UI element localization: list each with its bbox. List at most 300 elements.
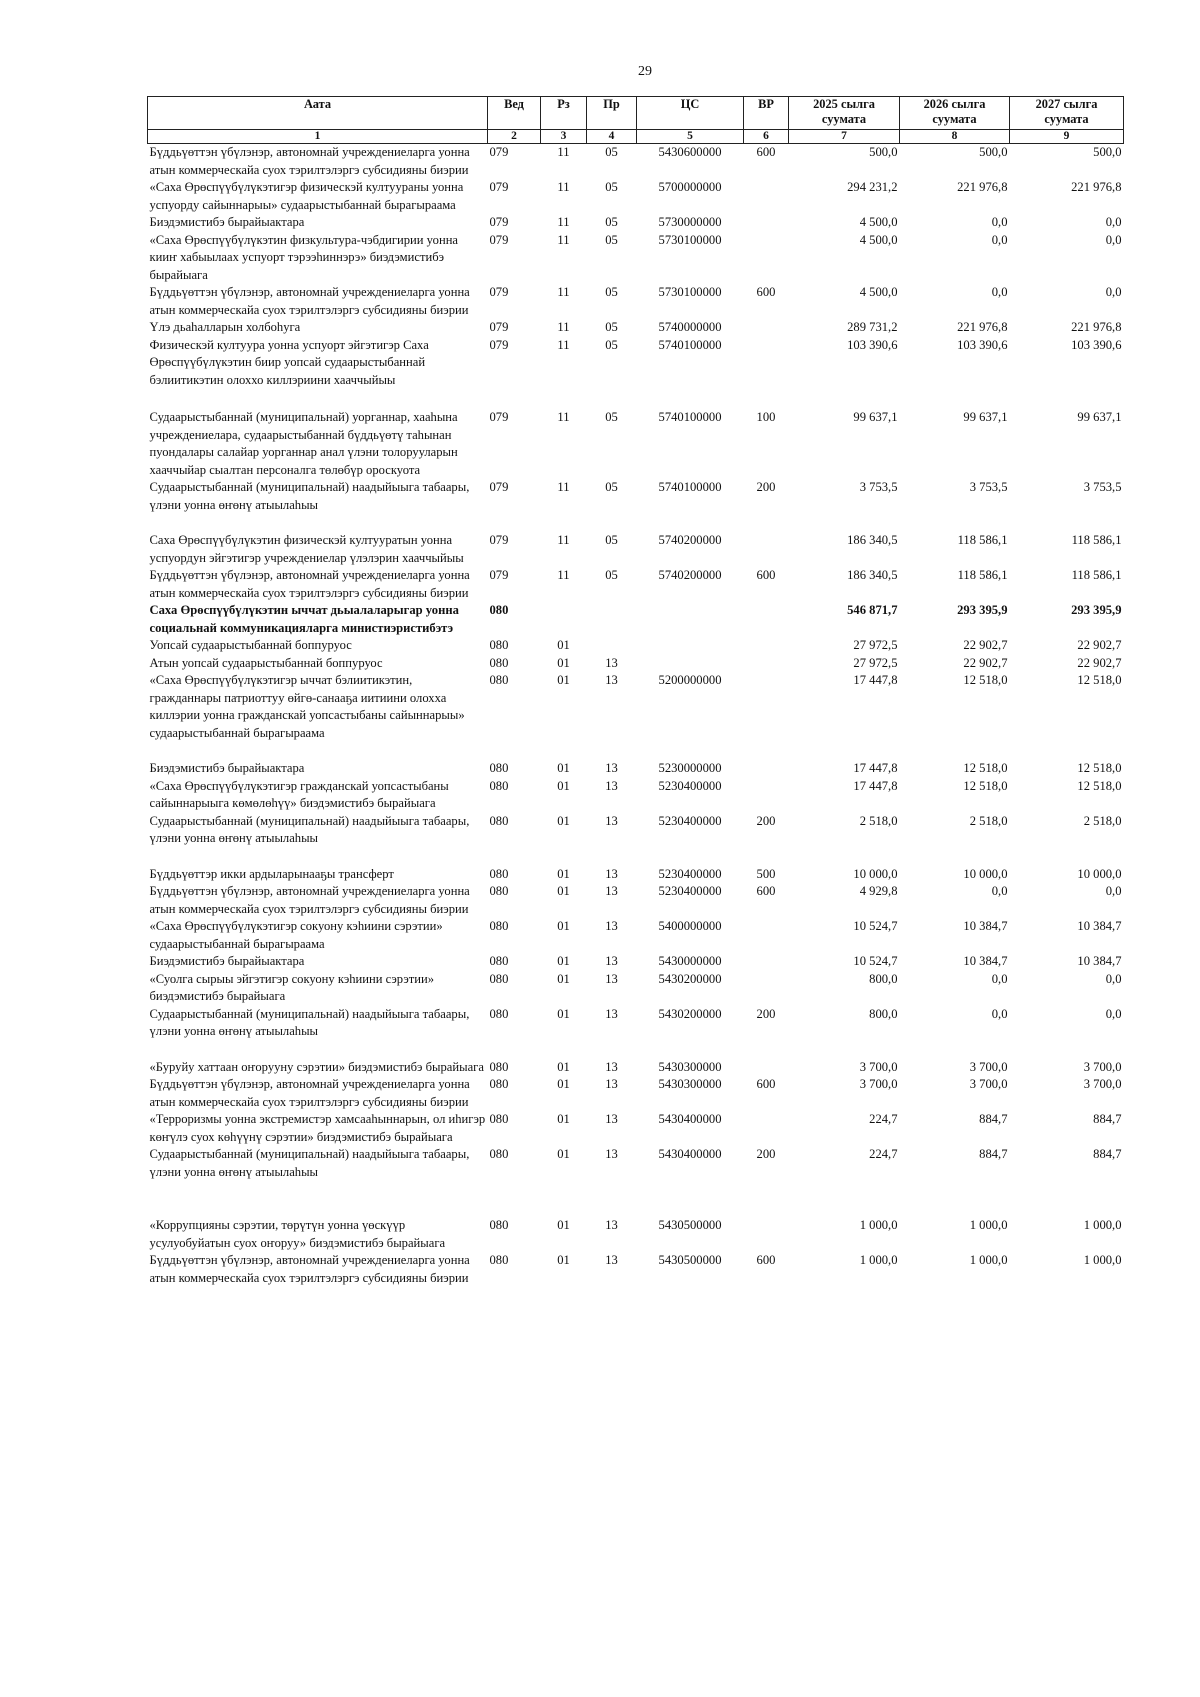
row-amount-2025: 103 390,6: [847, 337, 898, 352]
row-name: Физическэй култуура уонна успуорт эйгэтигэр Саха Өрөспүүбүлүкэтин биир уопсай судаарыстыбаннай бэлиитикэтин олоххо киллэриини хааччыйыы: [149, 337, 429, 387]
row-amount-2025: 500,0: [869, 145, 898, 159]
row-amount-2027: 3 753,5: [1083, 480, 1122, 494]
row-amount-2025: 3 700,0: [859, 1077, 898, 1091]
row-name: «Саха Өрөспүүбүлүкэтигэр сокуону кэһиини сэрэтии» судаарыстыбаннай бырагыраама: [149, 919, 443, 951]
row-name: Саха Өрөспүүбүлүкэтин физическэй култууратын уонна успуордун эйгэтигэр учреждениелар үлэлэрин хааччыйыы: [149, 533, 464, 565]
row-cs: 5740000000: [658, 320, 722, 334]
row-rz: 11: [557, 285, 570, 299]
row-ved: 079: [489, 215, 509, 229]
table-row: [148, 144, 1124, 180]
row-amount-2026: 221 976,8: [957, 180, 1008, 194]
row-rz: 01: [557, 1253, 570, 1267]
row-vr: 600: [756, 1077, 776, 1091]
table-row: [148, 1059, 1124, 1077]
table-row: [148, 567, 1124, 602]
row-amount-2026: 10 384,7: [963, 919, 1008, 933]
table-row: [148, 883, 1124, 918]
row-amount-2026: 0,0: [991, 215, 1008, 229]
row-rz: 01: [557, 884, 570, 898]
header-number-row: [148, 130, 1124, 144]
row-amount-2027: 884,7: [1093, 1112, 1122, 1126]
row-cs: 5430500000: [658, 1253, 722, 1267]
row-amount-2025: 4 500,0: [859, 232, 898, 247]
row-cs: 5730100000: [658, 285, 722, 299]
table-row: [148, 918, 1124, 953]
row-vr: [744, 672, 789, 760]
row-vr: 200: [756, 480, 776, 494]
row-name: Бүддьүөттэн үбүлэнэр, автономнай учреждениеларга уонна атын коммерческайа суох тэрилтэлэргэ субсидияны биэрии: [149, 568, 470, 600]
row-amount-2027: 0,0: [1105, 884, 1122, 898]
row-vr: [744, 1217, 789, 1252]
row-amount-2025: 3 753,5: [859, 480, 898, 494]
header-2025: 2025 сылга суумата: [789, 97, 900, 130]
row-rz: 11: [557, 320, 570, 334]
row-name: «Саха Өрөспүүбүлүкэтигэр физическэй култуураны уонна успуорду сайыннарыы» судаарыстыбаннай бырагыраама: [149, 180, 464, 212]
row-cs: 5740100000: [658, 337, 722, 352]
row-vr: [744, 1059, 789, 1077]
row-amount-2025: 1 000,0: [859, 1218, 898, 1232]
row-ved: 080: [489, 1059, 509, 1074]
row-amount-2027: 0,0: [1105, 232, 1122, 247]
row-vr: 600: [756, 1253, 776, 1267]
row-ved: 080: [489, 954, 509, 968]
row-vr: [744, 655, 789, 673]
row-cs: 5200000000: [658, 673, 722, 687]
row-amount-2026: 22 902,7: [963, 638, 1008, 652]
table-row: [148, 1076, 1124, 1111]
row-ved: 080: [489, 761, 509, 775]
row-amount-2026: 3 700,0: [969, 1077, 1008, 1091]
row-name: Судаарыстыбаннай (муниципальнай) наадыйыыга табаары, үлэни уонна өҥөнү атыылаһыы: [149, 813, 470, 845]
row-ved: 080: [489, 1218, 509, 1232]
row-ved: 080: [489, 603, 509, 617]
row-amount-2026: 0,0: [991, 232, 1008, 247]
row-rz: 01: [557, 954, 570, 968]
table-row: [148, 232, 1124, 285]
row-amount-2025: 224,7: [869, 1112, 898, 1126]
row-vr: 600: [756, 145, 776, 159]
row-amount-2025: 4 500,0: [859, 215, 898, 229]
row-ved: 080: [489, 1147, 509, 1161]
row-name: Уопсай судаарыстыбаннай боппуруос: [149, 638, 352, 652]
header-row: [148, 97, 1124, 130]
col-number: 6: [744, 130, 789, 144]
row-cs: 5430300000: [658, 1059, 722, 1074]
table-row: [148, 672, 1124, 760]
row-amount-2025: 4 929,8: [859, 884, 898, 898]
budget-table: [147, 96, 1124, 1287]
row-vr: 200: [756, 813, 776, 828]
row-rz: 01: [557, 971, 570, 986]
row-cs: 5740100000: [658, 410, 722, 424]
row-pr: 13: [605, 673, 618, 687]
table-row: [148, 214, 1124, 232]
table-row: [148, 866, 1124, 884]
row-vr: [744, 532, 789, 567]
row-amount-2026: 3 753,5: [969, 480, 1008, 494]
row-ved: 080: [489, 673, 509, 687]
row-amount-2026: 10 384,7: [963, 954, 1008, 968]
row-cs: 5430000000: [658, 954, 722, 968]
table-row: [148, 778, 1124, 813]
row-amount-2027: 884,7: [1093, 1147, 1122, 1161]
col-number: 5: [637, 130, 744, 144]
col-number: 8: [900, 130, 1010, 144]
row-pr: 13: [605, 1218, 618, 1232]
col-number: 9: [1010, 130, 1124, 144]
row-amount-2026: 0,0: [991, 1006, 1008, 1021]
row-amount-2026: 1 000,0: [969, 1218, 1008, 1232]
row-vr: 600: [756, 285, 776, 299]
row-amount-2026: 3 700,0: [969, 1059, 1008, 1074]
row-cs: 5430600000: [658, 145, 722, 159]
row-pr: [587, 637, 637, 655]
row-vr: [744, 319, 789, 337]
row-amount-2025: 17 447,8: [853, 673, 898, 687]
header-ved: Вед: [488, 97, 541, 130]
row-amount-2025: 99 637,1: [853, 410, 898, 424]
row-rz: 01: [557, 638, 570, 652]
row-amount-2026: 500,0: [979, 145, 1008, 159]
row-vr: [744, 1111, 789, 1146]
row-amount-2026: 22 902,7: [963, 655, 1008, 670]
row-pr: 13: [605, 919, 618, 933]
col-number: 1: [148, 130, 488, 144]
row-amount-2027: 103 390,6: [1071, 337, 1122, 352]
row-cs: 5230400000: [658, 884, 722, 898]
row-pr: 05: [605, 533, 618, 547]
row-vr: [744, 918, 789, 953]
row-pr: 05: [605, 410, 618, 424]
row-amount-2025: 1 000,0: [859, 1253, 898, 1267]
row-vr: [744, 760, 789, 778]
row-rz: 11: [557, 180, 570, 194]
row-amount-2027: 0,0: [1105, 215, 1122, 229]
row-ved: 079: [489, 320, 509, 334]
row-amount-2026: 0,0: [991, 884, 1008, 898]
row-cs: 5400000000: [658, 919, 722, 933]
row-vr: 200: [756, 1006, 776, 1021]
row-pr: 05: [605, 215, 618, 229]
row-ved: 080: [489, 1077, 509, 1091]
row-ved: 080: [489, 638, 509, 652]
row-amount-2026: 12 518,0: [963, 778, 1008, 793]
row-pr: 05: [605, 320, 618, 334]
row-amount-2027: 1 000,0: [1083, 1253, 1122, 1267]
row-amount-2025: 2 518,0: [859, 813, 898, 828]
header-rz: Рз: [541, 97, 587, 130]
row-name: Бүддьүөттэн үбүлэнэр, автономнай учреждениеларга уонна атын коммерческайа суох тэрилтэлэргэ субсидияны биэрии: [149, 1077, 470, 1109]
row-name: Судаарыстыбаннай (муниципальнай) наадыйыыга табаары, үлэни уонна өҥөнү атыылаһыы: [149, 1006, 470, 1038]
row-pr: 13: [605, 761, 618, 775]
row-amount-2027: 3 700,0: [1083, 1077, 1122, 1091]
row-name: Судаарыстыбаннай (муниципальнай) уорганнар, хааһына учреждениелара, судаарыстыбаннай бүддьүөтү таһынан пуондалары салайар уорганнар анал үлэни толорууларын хааччыйар сыалтан персоналга төлөбүр ороскуота: [149, 410, 458, 477]
table-row: [148, 1252, 1124, 1287]
table-row: [148, 479, 1124, 532]
row-name: Атын уопсай судаарыстыбаннай боппуруос: [149, 655, 383, 670]
row-cs: 5740200000: [658, 568, 722, 582]
row-pr: 05: [605, 232, 618, 247]
table-row: [148, 1111, 1124, 1146]
row-cs: 5430300000: [658, 1077, 722, 1091]
row-ved: 080: [489, 971, 509, 986]
row-amount-2025: 10 524,7: [853, 954, 898, 968]
row-amount-2026: 118 586,1: [957, 568, 1008, 582]
row-vr: 100: [756, 410, 776, 424]
row-pr: 13: [605, 971, 618, 986]
row-rz: 01: [557, 813, 570, 828]
row-name: Бүддьүөттэн үбүлэнэр, автономнай учреждениеларга уонна атын коммерческайа суох тэрилтэлэргэ субсидияны биэрии: [149, 145, 470, 177]
row-vr: [744, 778, 789, 813]
row-rz: 01: [557, 1006, 570, 1021]
row-amount-2026: 884,7: [979, 1112, 1008, 1126]
row-ved: 080: [489, 919, 509, 933]
row-pr: 13: [605, 884, 618, 898]
row-name: Бүддьүөттэн үбүлэнэр, автономнай учреждениеларга уонна атын коммерческайа суох тэрилтэлэргэ субсидияны биэрии: [149, 884, 470, 916]
row-amount-2026: 10 000,0: [963, 866, 1008, 881]
row-ved: 079: [489, 180, 509, 194]
row-amount-2025: 17 447,8: [853, 761, 898, 775]
row-amount-2027: 500,0: [1093, 145, 1122, 159]
row-name: «Саха Өрөспүүбүлүкэтигэр гражданскай уопсастыбаны сайыннарыыга көмөлөһүү» биэдэмистибэ бырайыага: [149, 778, 449, 810]
row-pr: 13: [605, 655, 618, 670]
row-pr: 13: [605, 1253, 618, 1267]
table-row: [148, 1217, 1124, 1252]
row-vr: 200: [756, 1147, 776, 1161]
row-rz: 11: [557, 533, 570, 547]
row-vr: [744, 602, 789, 637]
table-row: [148, 637, 1124, 655]
row-cs: 5740100000: [658, 480, 722, 494]
row-amount-2025: 294 231,2: [847, 180, 898, 194]
row-ved: 080: [489, 1112, 509, 1126]
row-amount-2027: 22 902,7: [1077, 638, 1122, 652]
row-ved: 080: [489, 778, 509, 793]
row-name: Саха Өрөспүүбүлүкэтин ыччат дьыалаларыгар уонна социальнай коммуникацияларга министиэристибэтэ: [149, 603, 459, 635]
row-amount-2025: 10 000,0: [853, 866, 898, 881]
row-cs: 5430500000: [658, 1218, 722, 1232]
row-amount-2027: 10 000,0: [1077, 866, 1122, 881]
col-number: 2: [488, 130, 541, 144]
row-amount-2027: 118 586,1: [1071, 568, 1122, 582]
row-pr: 13: [605, 1006, 618, 1021]
row-name: «Терроризмы уонна экстремистэр хамсааһыннарын, ол иһигэр көҥүлэ суох көһүүнү сэрэтии» биэдэмистибэ бырайыага: [149, 1112, 486, 1144]
row-vr: [744, 953, 789, 971]
row-amount-2025: 289 731,2: [847, 320, 898, 334]
row-name: Бүддьүөттэн үбүлэнэр, автономнай учреждениеларга уонна атын коммерческайа суох тэрилтэлэргэ субсидияны биэрии: [149, 1253, 470, 1285]
row-ved: 079: [489, 533, 509, 547]
row-rz: 01: [557, 919, 570, 933]
row-pr: 13: [605, 1077, 618, 1091]
row-amount-2027: 10 384,7: [1077, 919, 1122, 933]
row-name: Судаарыстыбаннай (муниципальнай) наадыйыыга табаары, үлэни уонна өҥөнү атыылаһыы: [149, 1147, 470, 1179]
row-vr: [744, 337, 789, 410]
row-ved: 080: [489, 1006, 509, 1021]
header-2026: 2026 сылга суумата: [900, 97, 1010, 130]
table-row: [148, 532, 1124, 567]
row-vr: [744, 637, 789, 655]
row-rz: 11: [557, 232, 570, 247]
col-number: 7: [789, 130, 900, 144]
row-rz: 01: [557, 866, 570, 881]
row-rz: 11: [557, 145, 570, 159]
table-row: [148, 971, 1124, 1006]
row-rz: 11: [557, 410, 570, 424]
row-pr: 05: [605, 480, 618, 494]
header-name: Аата: [148, 97, 488, 130]
row-name: Биэдэмистибэ бырайыактара: [149, 215, 305, 229]
row-amount-2027: 221 976,8: [1071, 320, 1122, 334]
row-amount-2026: 0,0: [991, 285, 1008, 299]
row-name: Үлэ дьаһалларын холбоһуга: [149, 320, 301, 334]
row-amount-2026: 884,7: [979, 1147, 1008, 1161]
row-amount-2026: 0,0: [991, 971, 1008, 986]
row-vr: [744, 971, 789, 1006]
row-rz: 01: [557, 655, 570, 670]
table-row: [148, 284, 1124, 319]
row-name: «Суолга сырыы эйгэтигэр сокуону кэһиини сэрэтии» биэдэмистибэ бырайыага: [149, 971, 435, 1003]
row-amount-2025: 10 524,7: [853, 919, 898, 933]
row-rz: 01: [557, 1077, 570, 1091]
row-rz: 01: [557, 1147, 570, 1161]
table-row: [148, 655, 1124, 673]
row-amount-2026: 221 976,8: [957, 320, 1008, 334]
row-name: «Саха Өрөспүүбүлүкэтин физкультура-чэбдигирии уонна кииҥ хабыылаах успуорт тэрээһиннэрэ» биэдэмистибэ бырайыага: [149, 232, 459, 282]
row-cs: 5430200000: [658, 971, 722, 986]
row-amount-2027: 12 518,0: [1077, 673, 1122, 687]
row-rz: 11: [557, 337, 570, 352]
row-name: Биэдэмистибэ бырайыактара: [149, 761, 305, 775]
row-amount-2027: 12 518,0: [1077, 778, 1122, 793]
row-amount-2027: 118 586,1: [1071, 533, 1122, 547]
row-pr: 13: [605, 1059, 618, 1074]
table-row: [148, 760, 1124, 778]
row-vr: [744, 214, 789, 232]
row-amount-2027: 2 518,0: [1083, 813, 1122, 828]
row-pr: 05: [605, 337, 618, 352]
header-pr: Пр: [587, 97, 637, 130]
row-rz: 01: [557, 761, 570, 775]
row-amount-2027: 10 384,7: [1077, 954, 1122, 968]
row-amount-2025: 27 972,5: [853, 655, 898, 670]
table-row: [148, 953, 1124, 971]
row-ved: 079: [489, 568, 509, 582]
row-rz: 11: [557, 480, 570, 494]
row-pr: 13: [605, 1112, 618, 1126]
row-cs: 5230400000: [658, 866, 722, 881]
row-cs: 5230400000: [658, 778, 722, 793]
row-amount-2027: 221 976,8: [1071, 180, 1122, 194]
row-ved: 079: [489, 232, 509, 247]
row-ved: 079: [489, 337, 509, 352]
row-ved: 080: [489, 1253, 509, 1267]
row-pr: 05: [605, 568, 618, 582]
row-name: Бүддьүөттэр икки ардыларынааҕы трансферт: [149, 866, 394, 881]
row-cs: 5430400000: [658, 1112, 722, 1126]
row-amount-2025: 186 340,5: [847, 568, 898, 582]
row-ved: 080: [489, 813, 509, 828]
row-amount-2026: 99 637,1: [963, 410, 1008, 424]
row-name: «Буруйу хаттаан оҥорууну сэрэтии» биэдэмистибэ бырайыага: [149, 1059, 484, 1074]
row-ved: 080: [489, 866, 509, 881]
row-amount-2025: 4 500,0: [859, 285, 898, 299]
row-cs: 5430200000: [658, 1006, 722, 1021]
row-amount-2026: 1 000,0: [969, 1253, 1008, 1267]
table-row: [148, 1146, 1124, 1217]
row-pr: 13: [605, 813, 618, 828]
row-amount-2026: 12 518,0: [963, 673, 1008, 687]
row-amount-2025: 186 340,5: [847, 533, 898, 547]
header-vr: ВР: [744, 97, 789, 130]
row-vr: [744, 232, 789, 285]
row-amount-2027: 12 518,0: [1077, 761, 1122, 775]
row-name: Бүддьүөттэн үбүлэнэр, автономнай учреждениеларга уонна атын коммерческайа суох тэрилтэлэргэ субсидияны биэрии: [149, 285, 470, 317]
header-cs: ЦС: [637, 97, 744, 130]
header-2027: 2027 сылга суумата: [1010, 97, 1124, 130]
row-amount-2025: 546 871,7: [847, 603, 898, 617]
row-cs: 5230000000: [658, 761, 722, 775]
row-rz: 01: [557, 673, 570, 687]
row-ved: 079: [489, 410, 509, 424]
row-pr: 13: [605, 866, 618, 881]
row-amount-2027: 293 395,9: [1071, 603, 1122, 617]
row-rz: 01: [557, 1218, 570, 1232]
row-pr: 13: [605, 778, 618, 793]
row-cs: [637, 602, 744, 637]
row-cs: 5430400000: [658, 1147, 722, 1161]
row-pr: [587, 602, 637, 637]
row-cs: 5730000000: [658, 215, 722, 229]
row-amount-2027: 1 000,0: [1083, 1218, 1122, 1232]
row-amount-2026: 293 395,9: [957, 603, 1008, 617]
row-amount-2027: 0,0: [1105, 1006, 1122, 1021]
row-rz: 01: [557, 778, 570, 793]
row-amount-2027: 0,0: [1105, 971, 1122, 986]
row-pr: 05: [605, 285, 618, 299]
row-cs: 5730100000: [658, 232, 722, 247]
row-amount-2025: 27 972,5: [853, 638, 898, 652]
row-cs: 5230400000: [658, 813, 722, 828]
row-vr: 600: [756, 568, 776, 582]
row-amount-2026: 103 390,6: [957, 337, 1008, 352]
table-row: [148, 602, 1124, 637]
table-row: [148, 813, 1124, 866]
row-rz: 11: [557, 568, 570, 582]
row-ved: 079: [489, 145, 509, 159]
table-row: [148, 179, 1124, 214]
row-ved: 079: [489, 285, 509, 299]
row-amount-2025: 800,0: [869, 1006, 898, 1021]
row-pr: 13: [605, 1147, 618, 1161]
row-vr: 500: [756, 866, 776, 881]
row-cs: 5740200000: [658, 533, 722, 547]
table-row: [148, 1006, 1124, 1059]
table-row: [148, 319, 1124, 337]
row-amount-2027: 3 700,0: [1083, 1059, 1122, 1074]
row-amount-2027: 99 637,1: [1077, 410, 1122, 424]
row-amount-2025: 800,0: [869, 971, 898, 986]
col-number: 3: [541, 130, 587, 144]
row-rz: 01: [557, 1059, 570, 1074]
row-amount-2027: 0,0: [1105, 285, 1122, 299]
row-amount-2026: 118 586,1: [957, 533, 1008, 547]
page-number: 29: [638, 64, 652, 79]
row-amount-2027: 22 902,7: [1077, 655, 1122, 670]
row-ved: 080: [489, 655, 509, 670]
table-row: [148, 337, 1124, 410]
row-name: «Саха Өрөспүүбүлүкэтигэр ыччат бэлиитикэтин, гражданнары патриоттуу өйгө-санааҕа иитиини олохха киллэрии уонна гражданскай уопсастыбаны сайыннарыы» судаарыстыбаннай бырагыраама: [149, 673, 465, 740]
row-ved: 080: [489, 884, 509, 898]
